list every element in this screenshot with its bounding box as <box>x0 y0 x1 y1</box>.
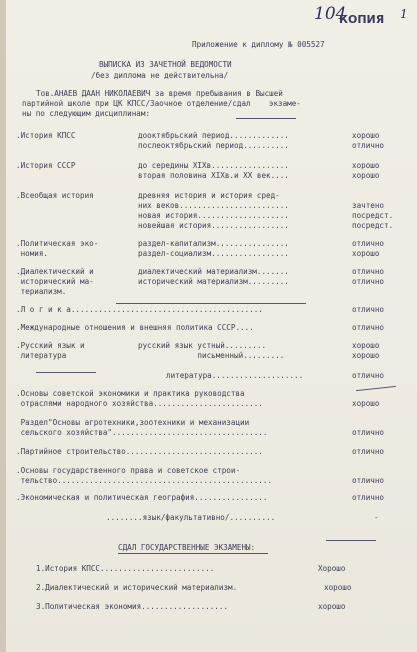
subject-grade: хорошо <box>352 249 380 258</box>
state-exams-heading: СДАЛ ГОСУДАРСТВЕННЫЕ ЭКЗАМЕНЫ: <box>118 543 256 552</box>
divider-line <box>356 386 396 391</box>
subject-grade: зачтено <box>352 201 385 210</box>
corner-mark: 1 <box>400 7 408 21</box>
subject-grade: отлично <box>352 277 385 286</box>
subject-detail: новая история.................... <box>138 211 289 220</box>
state-exam-grade: хорошо <box>318 602 346 611</box>
subject-grade: посредст. <box>352 211 394 220</box>
subject-name: .Политическая эко- <box>16 239 99 248</box>
subject-detail: исторический материализм......... <box>138 277 289 286</box>
subject-name: .Диалектический и <box>16 267 94 276</box>
subject-grade: хорошо <box>352 161 380 170</box>
law-grade: отлично <box>352 476 385 485</box>
subject-detail: раздел-капитализм................ <box>138 239 289 248</box>
state-exam-item: 2.Диалектический и исторический материализм. <box>36 583 238 592</box>
appendix-line: Приложение к диплому № 005527 <box>192 40 325 49</box>
subject-grade: отлично <box>352 267 385 276</box>
language-grade: - <box>374 513 379 522</box>
subject-name-cont: литература <box>16 351 67 360</box>
subject-grade: посредст. <box>352 221 394 230</box>
subject-detail: до середины XIXв................. <box>138 161 289 170</box>
subject-detail: послеоктябрьский период.......... <box>138 141 289 150</box>
subject-detail: них веков........................ <box>138 201 289 210</box>
document-subtitle: /без диплома не действительна/ <box>91 71 229 80</box>
state-exam-grade: хорошо <box>324 583 352 592</box>
subject-name-cont: исторический ма- <box>16 277 94 286</box>
subject-detail: дооктябрьский период............. <box>138 131 289 140</box>
literature-line: литература.................... <box>166 371 304 380</box>
heading-underline <box>118 553 268 554</box>
geography-line: .Экономическая и политическая география................ <box>16 493 268 502</box>
subject-grade: хорошо <box>352 351 380 360</box>
copy-stamp: КОПИЯ <box>339 13 385 26</box>
subject-detail: диалектический материализм....... <box>138 267 289 276</box>
intro-line-2: партийной школе при ЦК КПСС/Заочное отделение/сдал экзаме- <box>22 99 301 108</box>
divider-line <box>326 540 376 541</box>
intro-line-3: ны по следующим дисциплинам: <box>22 109 151 118</box>
logic-line: .Л о г и к а.......................................... <box>16 305 263 314</box>
law-line-2: тельство............................................... <box>16 476 273 485</box>
economics-grade: хорошо <box>352 399 380 408</box>
subject-detail: русский язык устный......... <box>138 341 267 350</box>
law-line-1: .Основы государственного права и советское строи- <box>16 466 241 475</box>
intro-divider <box>236 118 296 119</box>
party-grade: отлично <box>352 447 385 456</box>
subject-name-cont: номия. <box>16 249 49 258</box>
subject-name: .Русский язык и <box>16 341 85 350</box>
subject-name: .История СССР <box>16 161 76 170</box>
subject-detail: вторая половина XIXв.и XX век.... <box>138 171 289 180</box>
state-exam-item: 3.Политическая экономия................... <box>36 602 229 611</box>
subject-name: .Всеобщая история <box>16 191 94 200</box>
intl-relations-grade: отлично <box>352 323 385 332</box>
subject-grade: отлично <box>352 239 385 248</box>
logic-grade: отлично <box>352 305 385 314</box>
agro-line-1: Раздел"Основы агротехники,зоотехники и механизации <box>16 418 250 427</box>
subject-detail: раздел-социализм................. <box>138 249 289 258</box>
state-exam-item: 1.История КПСС......................... <box>36 564 215 573</box>
agro-line-2: сельского хозяйства".................................. <box>16 428 268 437</box>
subject-grade: хорошо <box>352 341 380 350</box>
subject-grade: хорошо <box>352 171 380 180</box>
economics-line-1: .Основы советской экономики и практика руководства <box>16 389 245 398</box>
subject-detail: письменный......... <box>138 351 285 360</box>
subject-grade: хорошо <box>352 131 380 140</box>
document-title: ВЫПИСКА ИЗ ЗАЧЕТНОЙ ВЕДОМОСТИ <box>99 60 232 69</box>
handwritten-number: 104 <box>314 4 347 24</box>
state-exam-grade: Хорошо <box>318 564 346 573</box>
party-line: .Партийное строительство.............................. <box>16 447 263 456</box>
divider-line <box>116 303 306 304</box>
subject-name: .История КПСС <box>16 131 76 140</box>
divider-line <box>36 372 96 373</box>
subject-detail: новейшая история................. <box>138 221 289 230</box>
geography-grade: отлично <box>352 493 385 502</box>
intl-relations-line: .Международные отношения и внешняя политика СССР.... <box>16 323 254 332</box>
subject-detail: древняя история и история сред- <box>138 191 280 200</box>
subject-name-cont: териализм. <box>16 287 67 296</box>
intro-line-1: Тов.АНАЕВ ДААН НИКОЛАЕВИЧ за время пребывания в Высшей <box>36 89 283 98</box>
economics-line-2: отраслями народного хозяйства........................ <box>16 399 263 408</box>
language-line: ........язык/факультативно/.......... <box>106 513 276 522</box>
agro-grade: отлично <box>352 428 385 437</box>
literature-grade: отлично <box>352 371 385 380</box>
subject-grade: отлично <box>352 141 385 150</box>
